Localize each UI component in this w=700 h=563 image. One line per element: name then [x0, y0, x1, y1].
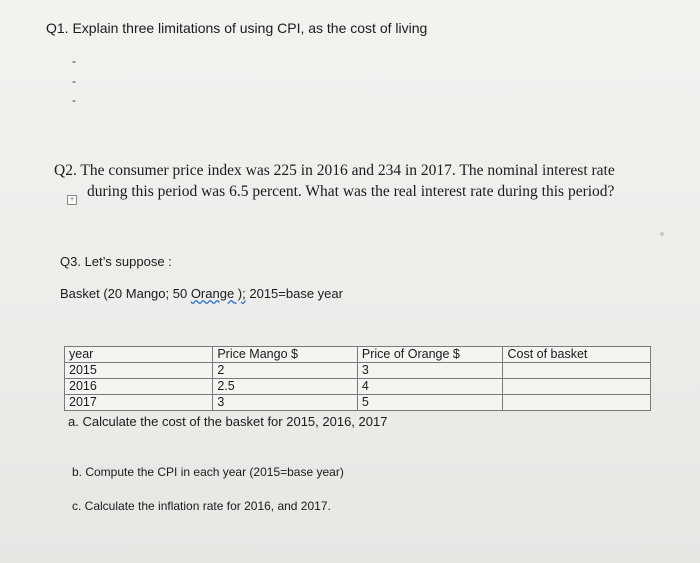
- header-cost-basket: Cost of basket: [503, 347, 651, 363]
- question-1: Q1. Explain three limitations of using CPI, as the cost of living: [46, 20, 428, 36]
- cell-year: 2016: [65, 379, 213, 395]
- basket-prefix: Basket (20 Mango; 50: [60, 286, 191, 301]
- answer-bullet-3: -: [72, 93, 76, 107]
- margin-dot-icon: [660, 232, 664, 236]
- cell-cost[interactable]: [503, 379, 651, 395]
- answer-bullet-2: -: [72, 74, 76, 88]
- cell-orange: 3: [357, 363, 503, 379]
- table-row: [65, 395, 651, 411]
- price-table: [64, 346, 651, 411]
- header-price-orange: Price of Orange $: [357, 347, 503, 363]
- table-row: [65, 363, 651, 379]
- header-price-mango: Price Mango $: [213, 347, 358, 363]
- table-header-row: [65, 347, 651, 363]
- cell-year: 2017: [65, 395, 213, 411]
- cell-orange: 5: [357, 395, 503, 411]
- table-move-handle-icon[interactable]: +: [67, 195, 77, 205]
- basket-suffix: 2015=base year: [245, 286, 343, 301]
- question-2: [54, 160, 615, 202]
- question-3c: c. Calculate the inflation rate for 2016, and 2017.: [72, 499, 331, 513]
- question-2-line-2: during this period was 6.5 percent. What was the real interest rate during this period?: [87, 183, 615, 200]
- answer-bullet-1: -: [72, 54, 76, 68]
- cell-orange: 4: [357, 379, 503, 395]
- question-3a: a. Calculate the cost of the basket for 2015, 2016, 2017: [68, 414, 388, 429]
- cell-mango: 2.5: [213, 379, 358, 395]
- cell-mango: 3: [213, 395, 358, 411]
- cell-mango: 2: [213, 363, 358, 379]
- question-3b: b. Compute the CPI in each year (2015=base year): [72, 465, 344, 479]
- basket-orange: Orange: [190, 286, 235, 301]
- cell-cost[interactable]: [503, 363, 651, 379]
- basket-mid: );: [234, 286, 246, 301]
- question-2-line-1: Q2. The consumer price index was 225 in 2016 and 234 in 2017. The nominal interest rate: [54, 162, 615, 179]
- question-3-heading: Q3. Let’s suppose :: [60, 254, 172, 269]
- table-row: [65, 379, 651, 395]
- cell-cost[interactable]: [503, 395, 651, 411]
- basket-definition: [60, 286, 343, 301]
- header-year: year: [65, 347, 213, 363]
- cell-year: 2015: [65, 363, 213, 379]
